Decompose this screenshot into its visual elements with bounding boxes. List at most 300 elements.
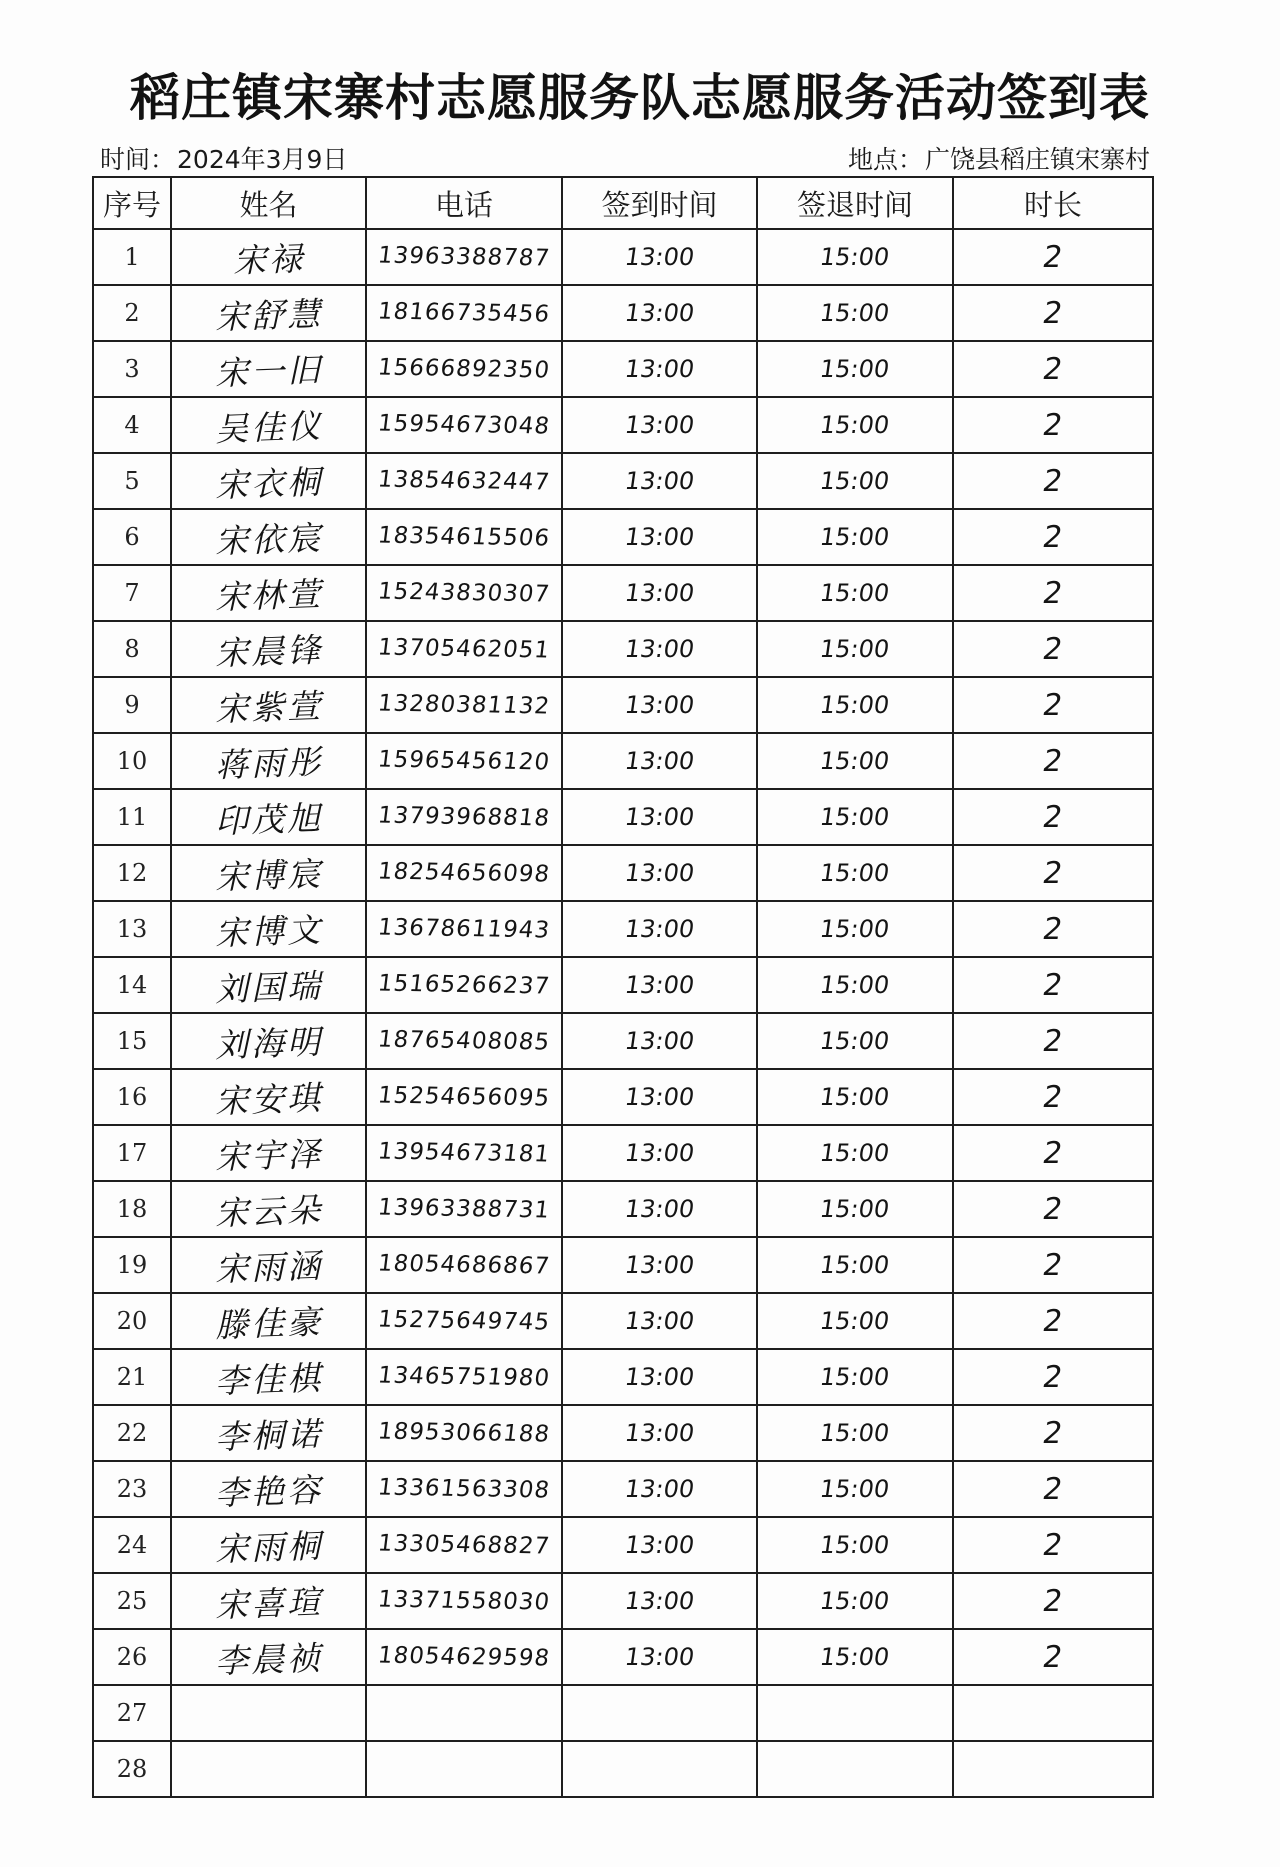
checkout-time-cell	[757, 1013, 953, 1069]
checkout-time: 15:00	[818, 1643, 892, 1671]
signer-name: 宋林萱	[213, 573, 324, 617]
checkin-time-cell	[562, 1125, 757, 1181]
checkout-time-cell	[757, 1573, 953, 1629]
table-row	[93, 565, 1153, 621]
checkout-time: 15:00	[818, 1027, 892, 1055]
checkin-time: 13:00	[622, 523, 697, 551]
checkout-time: 15:00	[818, 467, 892, 495]
signer-name-cell	[171, 621, 366, 677]
duration-hours: 2	[1040, 463, 1066, 499]
row-number: 8	[93, 621, 171, 677]
checkin-time: 13:00	[622, 859, 697, 887]
signer-name: 印茂旭	[213, 797, 324, 841]
header-checkin: 签到时间	[562, 177, 757, 229]
signer-name-cell	[171, 565, 366, 621]
signer-name: 宋紫萱	[213, 685, 324, 729]
signer-name-cell	[171, 677, 366, 733]
checkout-time: 15:00	[818, 579, 892, 607]
row-number: 18	[93, 1181, 171, 1237]
signer-phone-cell	[366, 1181, 562, 1237]
row-number: 7	[93, 565, 171, 621]
signer-phone: 13361563308	[376, 1474, 552, 1504]
duration-hours: 2	[1040, 1639, 1066, 1675]
signer-name: 宋一旧	[213, 349, 324, 393]
checkin-time-cell	[562, 1461, 757, 1517]
checkout-time: 15:00	[818, 243, 892, 271]
checkin-time-cell	[562, 845, 757, 901]
checkin-time-cell	[562, 1685, 757, 1741]
checkin-time-cell	[562, 677, 757, 733]
checkin-time: 13:00	[622, 691, 697, 719]
checkout-time: 15:00	[818, 1195, 892, 1223]
duration-hours-cell	[953, 453, 1153, 509]
signer-phone: 15666892350	[376, 354, 552, 384]
signer-phone-cell	[366, 901, 562, 957]
signer-phone-cell	[366, 957, 562, 1013]
checkin-time: 13:00	[622, 1363, 697, 1391]
duration-hours-cell	[953, 1573, 1153, 1629]
signer-phone-cell	[366, 1517, 562, 1573]
checkout-time-cell	[757, 677, 953, 733]
checkin-time-cell	[562, 341, 757, 397]
signer-name-cell	[171, 789, 366, 845]
duration-hours-cell	[953, 1013, 1153, 1069]
signer-name-cell	[171, 509, 366, 565]
signer-phone-cell	[366, 1293, 562, 1349]
header-name: 姓名	[171, 177, 366, 229]
duration-hours-cell	[953, 1461, 1153, 1517]
signer-phone: 13305468827	[376, 1530, 552, 1560]
checkin-time-cell	[562, 789, 757, 845]
checkout-time-cell	[757, 397, 953, 453]
signer-phone: 18054686867	[376, 1250, 552, 1280]
row-number: 12	[93, 845, 171, 901]
checkout-time-cell	[757, 789, 953, 845]
checkout-time-cell	[757, 1405, 953, 1461]
table-body	[93, 229, 1153, 1797]
signer-name-cell	[171, 1685, 366, 1741]
duration-hours: 2	[1040, 1247, 1066, 1283]
signer-phone-cell	[366, 1461, 562, 1517]
duration-hours-cell	[953, 901, 1153, 957]
signer-phone-cell	[366, 1405, 562, 1461]
table-row	[93, 1629, 1153, 1685]
checkin-time: 13:00	[622, 1475, 697, 1503]
signer-name-cell	[171, 285, 366, 341]
signer-name: 宋宇泽	[213, 1133, 324, 1177]
checkout-time: 15:00	[818, 747, 892, 775]
duration-hours-cell	[953, 1237, 1153, 1293]
checkin-time: 13:00	[622, 1083, 697, 1111]
signer-phone: 15243830307	[376, 578, 552, 608]
table-row	[93, 229, 1153, 285]
signer-name-cell	[171, 341, 366, 397]
duration-hours-cell	[953, 789, 1153, 845]
duration-hours-cell	[953, 1125, 1153, 1181]
checkout-time: 15:00	[818, 971, 892, 999]
row-number: 28	[93, 1741, 171, 1797]
table-row	[93, 957, 1153, 1013]
duration-hours-cell	[953, 1069, 1153, 1125]
duration-hours: 2	[1040, 911, 1066, 947]
duration-hours-cell	[953, 229, 1153, 285]
table-header-row	[93, 177, 1153, 229]
signer-name-cell	[171, 229, 366, 285]
row-number: 26	[93, 1629, 171, 1685]
checkin-time-cell	[562, 1237, 757, 1293]
signer-name: 李佳棋	[213, 1357, 324, 1401]
table-row	[93, 1069, 1153, 1125]
row-number: 20	[93, 1293, 171, 1349]
checkin-time: 13:00	[622, 1643, 697, 1671]
duration-hours-cell	[953, 957, 1153, 1013]
table-row	[93, 453, 1153, 509]
activity-time	[100, 140, 347, 176]
checkin-time-cell	[562, 285, 757, 341]
checkin-time: 13:00	[622, 467, 697, 495]
checkout-time-cell	[757, 1069, 953, 1125]
table-row	[93, 509, 1153, 565]
checkin-time: 13:00	[622, 355, 697, 383]
signer-phone-cell	[366, 1629, 562, 1685]
signer-name: 宋雨桐	[213, 1525, 324, 1569]
signer-phone: 13963388787	[376, 242, 552, 272]
row-number: 4	[93, 397, 171, 453]
signer-name-cell	[171, 1517, 366, 1573]
checkout-time-cell	[757, 1293, 953, 1349]
checkin-time: 13:00	[622, 1307, 697, 1335]
table-row	[93, 1013, 1153, 1069]
checkin-time: 13:00	[622, 411, 697, 439]
checkout-time: 15:00	[818, 411, 892, 439]
table-row	[93, 621, 1153, 677]
signer-name: 宋依宸	[213, 517, 324, 561]
checkout-time: 15:00	[818, 691, 892, 719]
duration-hours: 2	[1040, 743, 1066, 779]
checkin-time: 13:00	[622, 971, 697, 999]
checkout-time-cell	[757, 845, 953, 901]
signer-name-cell	[171, 957, 366, 1013]
checkin-time: 13:00	[622, 915, 697, 943]
duration-hours: 2	[1040, 1527, 1066, 1563]
table-row	[93, 1685, 1153, 1741]
checkout-time: 15:00	[818, 299, 892, 327]
signer-name-cell	[171, 1629, 366, 1685]
duration-hours: 2	[1040, 631, 1066, 667]
signer-name-cell	[171, 901, 366, 957]
checkout-time-cell	[757, 1181, 953, 1237]
duration-hours-cell	[953, 677, 1153, 733]
checkin-time-cell	[562, 1181, 757, 1237]
signer-name: 宋晨锋	[213, 629, 324, 673]
duration-hours-cell	[953, 1685, 1153, 1741]
row-number: 2	[93, 285, 171, 341]
row-number: 17	[93, 1125, 171, 1181]
signer-phone: 13854632447	[376, 466, 552, 496]
checkin-time: 13:00	[622, 1419, 697, 1447]
checkin-time-cell	[562, 1741, 757, 1797]
checkin-time-cell	[562, 957, 757, 1013]
table-row	[93, 1461, 1153, 1517]
checkout-time: 15:00	[818, 1363, 892, 1391]
signer-phone: 15275649745	[376, 1306, 552, 1336]
duration-hours-cell	[953, 1405, 1153, 1461]
checkin-time-cell	[562, 509, 757, 565]
checkout-time-cell	[757, 957, 953, 1013]
checkout-time-cell	[757, 1125, 953, 1181]
checkin-time-cell	[562, 565, 757, 621]
signer-phone-cell	[366, 1741, 562, 1797]
signer-phone: 13954673181	[376, 1138, 552, 1168]
row-number: 19	[93, 1237, 171, 1293]
duration-hours: 2	[1040, 687, 1066, 723]
duration-hours: 2	[1040, 799, 1066, 835]
signer-name: 李桐诺	[213, 1413, 324, 1457]
signer-phone-cell	[366, 229, 562, 285]
signer-phone-cell	[366, 789, 562, 845]
checkin-time-cell	[562, 453, 757, 509]
row-number: 6	[93, 509, 171, 565]
checkout-time-cell	[757, 1741, 953, 1797]
row-number: 23	[93, 1461, 171, 1517]
checkout-time-cell	[757, 453, 953, 509]
checkin-time: 13:00	[622, 243, 697, 271]
sign-in-table	[92, 176, 1154, 1798]
duration-hours: 2	[1040, 855, 1066, 891]
signer-name: 宋安琪	[213, 1077, 324, 1121]
signer-name-cell	[171, 845, 366, 901]
checkout-time-cell	[757, 621, 953, 677]
duration-hours-cell	[953, 1293, 1153, 1349]
duration-hours-cell	[953, 397, 1153, 453]
checkin-time-cell	[562, 1349, 757, 1405]
row-number: 15	[93, 1013, 171, 1069]
checkin-time-cell	[562, 901, 757, 957]
duration-hours: 2	[1040, 1303, 1066, 1339]
signer-phone: 13371558030	[376, 1586, 552, 1616]
checkout-time: 15:00	[818, 523, 892, 551]
signer-name-cell	[171, 1181, 366, 1237]
table-row	[93, 285, 1153, 341]
checkin-time: 13:00	[622, 803, 697, 831]
checkout-time-cell	[757, 229, 953, 285]
signer-phone-cell	[366, 1013, 562, 1069]
checkout-time-cell	[757, 1629, 953, 1685]
signer-phone-cell	[366, 341, 562, 397]
checkin-time: 13:00	[622, 1139, 697, 1167]
signer-name-cell	[171, 1293, 366, 1349]
checkout-time: 15:00	[818, 635, 892, 663]
checkin-time-cell	[562, 733, 757, 789]
checkin-time-cell	[562, 229, 757, 285]
table-row	[93, 789, 1153, 845]
duration-hours: 2	[1040, 1079, 1066, 1115]
signer-name: 蒋雨彤	[213, 741, 324, 785]
table-row	[93, 1349, 1153, 1405]
duration-hours: 2	[1040, 1359, 1066, 1395]
duration-hours: 2	[1040, 1191, 1066, 1227]
table-row	[93, 1181, 1153, 1237]
checkout-time-cell	[757, 1685, 953, 1741]
time-value: 2024年3月9日	[177, 145, 348, 174]
signer-phone: 18054629598	[376, 1642, 552, 1672]
table-row	[93, 1125, 1153, 1181]
checkin-time-cell	[562, 1013, 757, 1069]
signer-phone: 18166735456	[376, 298, 552, 328]
signer-phone: 13465751980	[376, 1362, 552, 1392]
duration-hours-cell	[953, 341, 1153, 397]
signer-name: 宋舒慧	[213, 293, 324, 337]
checkin-time-cell	[562, 1293, 757, 1349]
row-number: 11	[93, 789, 171, 845]
duration-hours: 2	[1040, 1135, 1066, 1171]
duration-hours-cell	[953, 1517, 1153, 1573]
place-label: 地点：	[847, 145, 923, 174]
checkin-time: 13:00	[622, 579, 697, 607]
row-number: 9	[93, 677, 171, 733]
row-number: 21	[93, 1349, 171, 1405]
row-number: 25	[93, 1573, 171, 1629]
duration-hours-cell	[953, 733, 1153, 789]
table-row	[93, 1293, 1153, 1349]
row-number: 10	[93, 733, 171, 789]
table-row	[93, 397, 1153, 453]
duration-hours-cell	[953, 1181, 1153, 1237]
checkout-time: 15:00	[818, 1139, 892, 1167]
signer-phone-cell	[366, 733, 562, 789]
checkout-time-cell	[757, 285, 953, 341]
signer-phone: 13280381132	[376, 690, 552, 720]
signer-name: 宋雨涵	[213, 1245, 324, 1289]
activity-place	[848, 140, 1150, 176]
checkout-time: 15:00	[818, 803, 892, 831]
signer-name-cell	[171, 733, 366, 789]
signer-name: 宋衣桐	[213, 461, 324, 505]
duration-hours-cell	[953, 565, 1153, 621]
signer-name-cell	[171, 453, 366, 509]
duration-hours-cell	[953, 621, 1153, 677]
row-number: 1	[93, 229, 171, 285]
checkout-time: 15:00	[818, 1419, 892, 1447]
row-number: 14	[93, 957, 171, 1013]
signer-phone-cell	[366, 677, 562, 733]
place-value: 广饶县稻庄镇宋寨村	[924, 145, 1150, 174]
checkin-time-cell	[562, 1069, 757, 1125]
signer-name-cell	[171, 1405, 366, 1461]
signer-name: 刘海明	[213, 1021, 324, 1065]
checkout-time-cell	[757, 733, 953, 789]
checkout-time-cell	[757, 1517, 953, 1573]
duration-hours-cell	[953, 845, 1153, 901]
duration-hours: 2	[1040, 295, 1066, 331]
checkout-time-cell	[757, 565, 953, 621]
duration-hours: 2	[1040, 519, 1066, 555]
checkout-time-cell	[757, 341, 953, 397]
checkout-time-cell	[757, 509, 953, 565]
duration-hours: 2	[1040, 1023, 1066, 1059]
signer-phone: 13793968818	[376, 802, 552, 832]
signer-phone-cell	[366, 1125, 562, 1181]
checkin-time: 13:00	[622, 1531, 697, 1559]
checkin-time-cell	[562, 1517, 757, 1573]
duration-hours-cell	[953, 285, 1153, 341]
checkout-time-cell	[757, 1461, 953, 1517]
signer-name: 李艳容	[213, 1469, 324, 1513]
signer-phone-cell	[366, 1573, 562, 1629]
signer-phone-cell	[366, 1237, 562, 1293]
duration-hours-cell	[953, 1629, 1153, 1685]
checkin-time-cell	[562, 1629, 757, 1685]
signer-phone: 18953066188	[376, 1418, 552, 1448]
signer-phone-cell	[366, 509, 562, 565]
table-row	[93, 1237, 1153, 1293]
checkout-time: 15:00	[818, 1307, 892, 1335]
table-row	[93, 677, 1153, 733]
signer-name-cell	[171, 1069, 366, 1125]
signer-phone-cell	[366, 285, 562, 341]
duration-hours: 2	[1040, 1415, 1066, 1451]
signer-phone: 13705462051	[376, 634, 552, 664]
header-phone: 电话	[366, 177, 562, 229]
checkin-time-cell	[562, 1573, 757, 1629]
checkout-time: 15:00	[818, 1587, 892, 1615]
table-row	[93, 1517, 1153, 1573]
checkout-time: 15:00	[818, 915, 892, 943]
row-number: 27	[93, 1685, 171, 1741]
table-row	[93, 901, 1153, 957]
checkin-time: 13:00	[622, 747, 697, 775]
checkout-time: 15:00	[818, 1083, 892, 1111]
signer-name: 李晨祯	[213, 1637, 324, 1681]
signer-phone: 18354615506	[376, 522, 552, 552]
signer-name: 刘国瑞	[213, 965, 324, 1009]
checkout-time: 15:00	[818, 1251, 892, 1279]
signer-name: 宋禄	[231, 238, 306, 280]
duration-hours: 2	[1040, 1471, 1066, 1507]
duration-hours: 2	[1040, 239, 1066, 275]
duration-hours: 2	[1040, 407, 1066, 443]
checkin-time-cell	[562, 621, 757, 677]
signer-name-cell	[171, 1125, 366, 1181]
duration-hours-cell	[953, 1741, 1153, 1797]
checkin-time: 13:00	[622, 299, 697, 327]
signer-phone: 13678611943	[376, 914, 552, 944]
header-checkout: 签退时间	[757, 177, 953, 229]
signer-name: 吴佳仪	[213, 405, 324, 449]
duration-hours: 2	[1040, 351, 1066, 387]
signer-name-cell	[171, 397, 366, 453]
header-duration: 时长	[953, 177, 1153, 229]
signer-name-cell	[171, 1741, 366, 1797]
duration-hours: 2	[1040, 967, 1066, 1003]
signer-phone-cell	[366, 1069, 562, 1125]
signer-phone: 15254656095	[376, 1082, 552, 1112]
signer-name: 滕佳豪	[213, 1301, 324, 1345]
signer-phone-cell	[366, 1349, 562, 1405]
signer-name: 宋云朵	[213, 1189, 324, 1233]
page-title: 稻庄镇宋寨村志愿服务队志愿服务活动签到表	[130, 68, 1150, 127]
signer-name-cell	[171, 1573, 366, 1629]
table-row	[93, 1573, 1153, 1629]
signer-phone: 15965456120	[376, 746, 552, 776]
table-row	[93, 733, 1153, 789]
checkout-time: 15:00	[818, 1475, 892, 1503]
signer-phone: 13963388731	[376, 1194, 552, 1224]
signer-phone-cell	[366, 845, 562, 901]
signer-name-cell	[171, 1461, 366, 1517]
signer-name: 宋喜瑄	[213, 1581, 324, 1625]
checkout-time-cell	[757, 901, 953, 957]
